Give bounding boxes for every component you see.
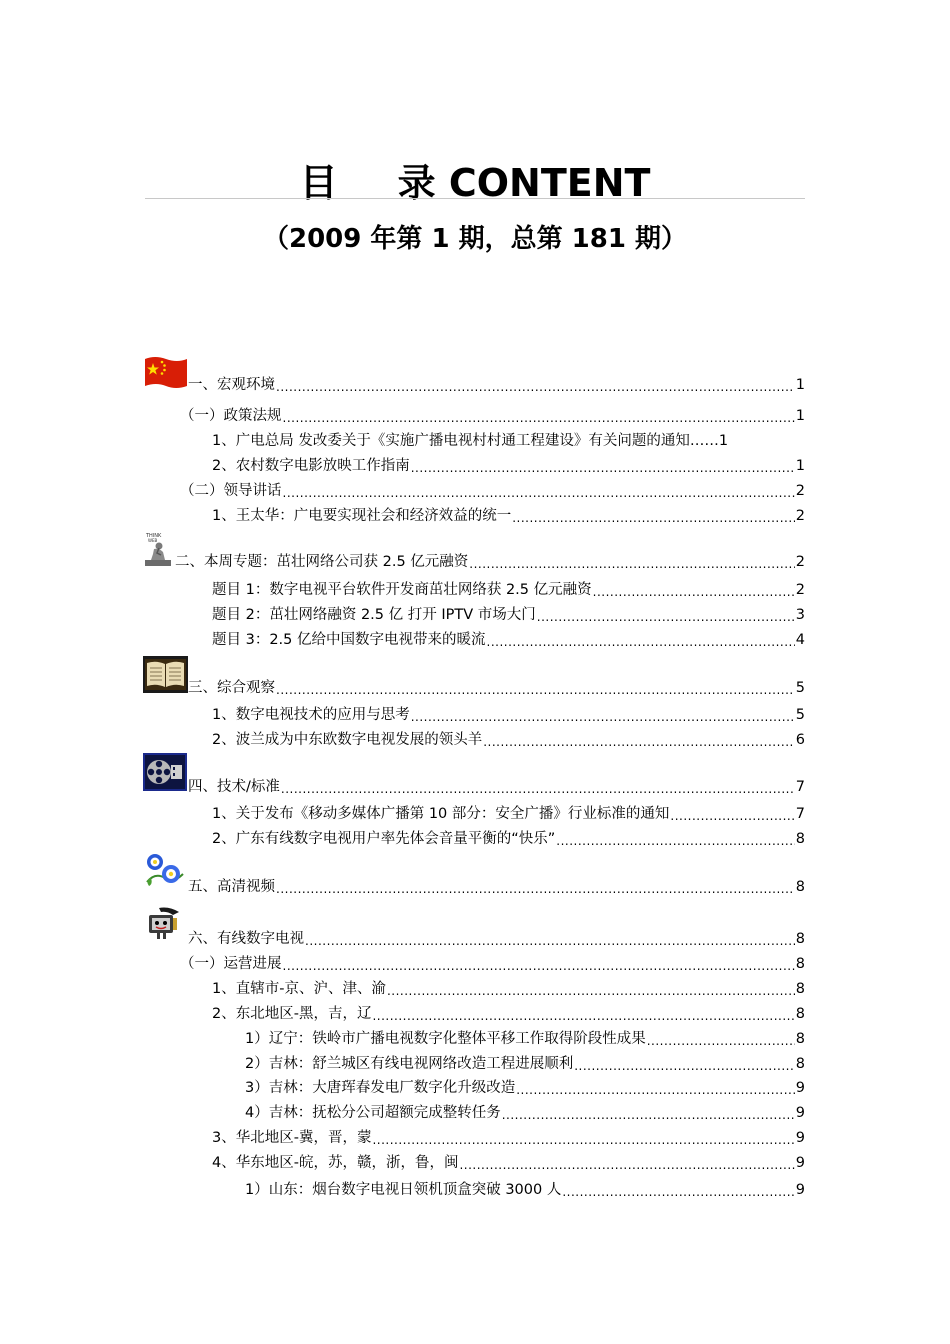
toc-page-number: 7 bbox=[795, 779, 805, 795]
toc-subitem[interactable] bbox=[245, 1053, 805, 1073]
toc-page-number: 6 bbox=[795, 732, 805, 748]
toc-entry-text: 3）吉林：大唐珲春发电厂数字化升级改造 bbox=[245, 1080, 516, 1096]
leader-dots bbox=[276, 380, 795, 394]
morning-glory-flower-icon bbox=[143, 852, 187, 890]
toc-page-number: 7 bbox=[795, 806, 805, 822]
toc-entry-text: 题目 3：2.5 亿给中国数字电视带来的暖流 bbox=[212, 632, 486, 648]
leader-dots bbox=[502, 1108, 795, 1122]
toc-item[interactable] bbox=[212, 430, 805, 450]
title-divider bbox=[145, 198, 805, 199]
toc-page-number: 8 bbox=[795, 879, 805, 895]
leader-dots bbox=[459, 1158, 794, 1172]
leader-dots bbox=[516, 1083, 795, 1097]
toc-page-number: 5 bbox=[795, 680, 805, 696]
leader-dots bbox=[372, 1009, 794, 1023]
toc-item[interactable] bbox=[212, 505, 805, 525]
toc-entry-text: 1）辽宁：铁岭市广播电视数字化整体平移工作取得阶段性成果 bbox=[245, 1031, 646, 1047]
toc-entry-text: （二）领导讲话 bbox=[180, 483, 282, 499]
toc-entry-text: 一、宏观环境 bbox=[188, 377, 275, 393]
toc-entry-text: 3、华北地区-冀，晋，蒙 bbox=[212, 1130, 372, 1146]
toc-entry-text: 题目 2：茁壮网络融资 2.5 亿 打开 IPTV 市场大门 bbox=[212, 607, 536, 623]
title-right: 录 CONTENT bbox=[397, 161, 651, 205]
toc-subitem[interactable] bbox=[245, 1102, 805, 1122]
toc-section-comprehensive-observation[interactable] bbox=[188, 677, 805, 697]
toc-entry-text: 三、综合观察 bbox=[188, 680, 275, 696]
toc-page-number: 2 bbox=[795, 483, 805, 499]
leader-dots bbox=[411, 710, 795, 724]
leader-dots bbox=[283, 486, 795, 500]
toc-page-number: 9 bbox=[795, 1155, 805, 1171]
leader-dots bbox=[593, 585, 795, 599]
toc-page-number: 8 bbox=[795, 1056, 805, 1072]
toc-item[interactable] bbox=[212, 455, 805, 475]
leader-dots bbox=[562, 1185, 794, 1199]
toc-subsection-operations[interactable] bbox=[180, 953, 805, 973]
leader-dots bbox=[556, 834, 795, 848]
toc-entry-text: 五、高清视频 bbox=[188, 879, 275, 895]
toc-entry-text: 1、广电总局 发改委关于《实施广播电视村村通工程建设》有关问题的通知…… bbox=[212, 433, 719, 449]
leader-dots bbox=[281, 782, 795, 796]
toc-item[interactable] bbox=[212, 978, 805, 998]
toc-item[interactable] bbox=[212, 1127, 805, 1147]
leader-dots bbox=[387, 984, 795, 998]
toc-entry-text: 六、有线数字电视 bbox=[188, 931, 304, 947]
thinker-statue-icon bbox=[145, 531, 173, 567]
leader-dots bbox=[276, 683, 795, 697]
toc-page-number: 9 bbox=[795, 1182, 805, 1198]
toc-subitem[interactable] bbox=[245, 1077, 805, 1097]
toc-page-number: 9 bbox=[795, 1080, 805, 1096]
toc-page-number: 8 bbox=[795, 931, 805, 947]
toc-entry-text: 2、广东有线数字电视用户率先体会音量平衡的“快乐” bbox=[212, 831, 556, 847]
tv-cartoon-icon bbox=[145, 906, 185, 942]
toc-subitem[interactable] bbox=[245, 1028, 805, 1048]
issue-subtitle: （2009 年第 1 期，总第 181 期） bbox=[263, 224, 687, 254]
toc-item[interactable] bbox=[212, 729, 805, 749]
leader-dots bbox=[512, 511, 795, 525]
toc-entry-text: 2、东北地区-黑，吉，辽 bbox=[212, 1006, 372, 1022]
leader-dots bbox=[283, 959, 795, 973]
toc-page-number: 8 bbox=[795, 1006, 805, 1022]
toc-entry-text: 1、关于发布《移动多媒体广播第 10 部分：安全广播》行业标准的通知 bbox=[212, 806, 670, 822]
toc-item[interactable] bbox=[212, 629, 805, 649]
toc-page-number: 8 bbox=[795, 956, 805, 972]
toc-entry-text: 四、技术/标准 bbox=[188, 779, 280, 795]
toc-page-number: 2 bbox=[795, 582, 805, 598]
film-reel-icon bbox=[143, 753, 187, 791]
toc-page-number: 3 bbox=[795, 607, 805, 623]
toc-page-number: 9 bbox=[795, 1130, 805, 1146]
toc-entry-text: （一）政策法规 bbox=[180, 408, 282, 424]
toc-entry-text: 1、数字电视技术的应用与思考 bbox=[212, 707, 410, 723]
toc-entry-text: 4）吉林：抚松分公司超额完成整转任务 bbox=[245, 1105, 501, 1121]
toc-entry-text: 1）山东：烟台数字电视日领机顶盒突破 3000 人 bbox=[245, 1182, 562, 1198]
toc-section-macro-environment[interactable] bbox=[188, 374, 805, 394]
toc-subitem[interactable] bbox=[245, 1179, 805, 1199]
toc-entry-text: 2）吉林：舒兰城区有线电视网络改造工程进展顺利 bbox=[245, 1056, 574, 1072]
leader-dots bbox=[276, 882, 795, 896]
toc-entry-text: 1、王太华：广电要实现社会和经济效益的统一 bbox=[212, 508, 512, 524]
toc-page-number: 4 bbox=[795, 632, 805, 648]
leader-dots bbox=[305, 934, 795, 948]
toc-entry-text: 4、华东地区-皖，苏，赣，浙，鲁，闽 bbox=[212, 1155, 459, 1171]
leader-dots bbox=[537, 610, 795, 624]
leader-dots bbox=[670, 809, 794, 823]
toc-section-hd-video[interactable] bbox=[188, 876, 805, 896]
toc-page-number: 1 bbox=[795, 458, 805, 474]
china-flag-icon bbox=[145, 357, 187, 388]
toc-subsection-speeches[interactable] bbox=[180, 480, 805, 500]
toc-item[interactable] bbox=[212, 579, 805, 599]
toc-page-number: 1 bbox=[795, 408, 805, 424]
toc-section-cable-digital-tv[interactable] bbox=[188, 928, 805, 948]
svg-text:WEB: WEB bbox=[148, 538, 158, 543]
leader-dots bbox=[574, 1059, 795, 1073]
toc-item[interactable] bbox=[212, 604, 805, 624]
title-left: 目 bbox=[299, 161, 338, 205]
toc-page-number: 8 bbox=[795, 831, 805, 847]
toc-page-number: 2 bbox=[795, 508, 805, 524]
toc-entry-text: 题目 1：数字电视平台软件开发商茁壮网络获 2.5 亿元融资 bbox=[212, 582, 592, 598]
toc-section-technology-standards[interactable] bbox=[188, 776, 805, 796]
toc-item[interactable] bbox=[212, 1003, 805, 1023]
toc-entry-text: 2、农村数字电影放映工作指南 bbox=[212, 458, 410, 474]
toc-item[interactable] bbox=[212, 704, 805, 724]
leader-dots bbox=[469, 557, 794, 571]
toc-item[interactable] bbox=[212, 1152, 805, 1172]
leader-dots bbox=[487, 635, 795, 649]
leader-dots bbox=[283, 411, 795, 425]
toc-entry-text: （一）运营进展 bbox=[180, 956, 282, 972]
leader-dots bbox=[483, 735, 795, 749]
toc-entry-text: 2、波兰成为中东欧数字电视发展的领头羊 bbox=[212, 732, 483, 748]
toc-page-number: 1 bbox=[718, 433, 729, 449]
toc-page-number: 8 bbox=[795, 981, 805, 997]
toc-subsection-policy[interactable] bbox=[180, 405, 805, 425]
svg-text:THINK: THINK bbox=[146, 533, 162, 539]
toc-page-number: 9 bbox=[795, 1105, 805, 1121]
toc-section-weekly-topic[interactable] bbox=[175, 551, 805, 571]
open-book-icon bbox=[143, 656, 188, 693]
leader-dots bbox=[372, 1133, 794, 1147]
leader-dots bbox=[647, 1034, 795, 1048]
toc-entry-text: 1、直辖市-京、沪、津、渝 bbox=[212, 981, 386, 997]
toc-page-number: 1 bbox=[795, 377, 805, 393]
toc-page-number: 8 bbox=[795, 1031, 805, 1047]
toc-page-number: 5 bbox=[795, 707, 805, 723]
toc-entry-text: 二、本周专题：茁壮网络公司获 2.5 亿元融资 bbox=[175, 554, 469, 570]
toc-item[interactable] bbox=[212, 828, 805, 848]
toc-item[interactable] bbox=[212, 803, 805, 823]
toc-page-number: 2 bbox=[795, 554, 805, 570]
leader-dots bbox=[411, 461, 795, 475]
